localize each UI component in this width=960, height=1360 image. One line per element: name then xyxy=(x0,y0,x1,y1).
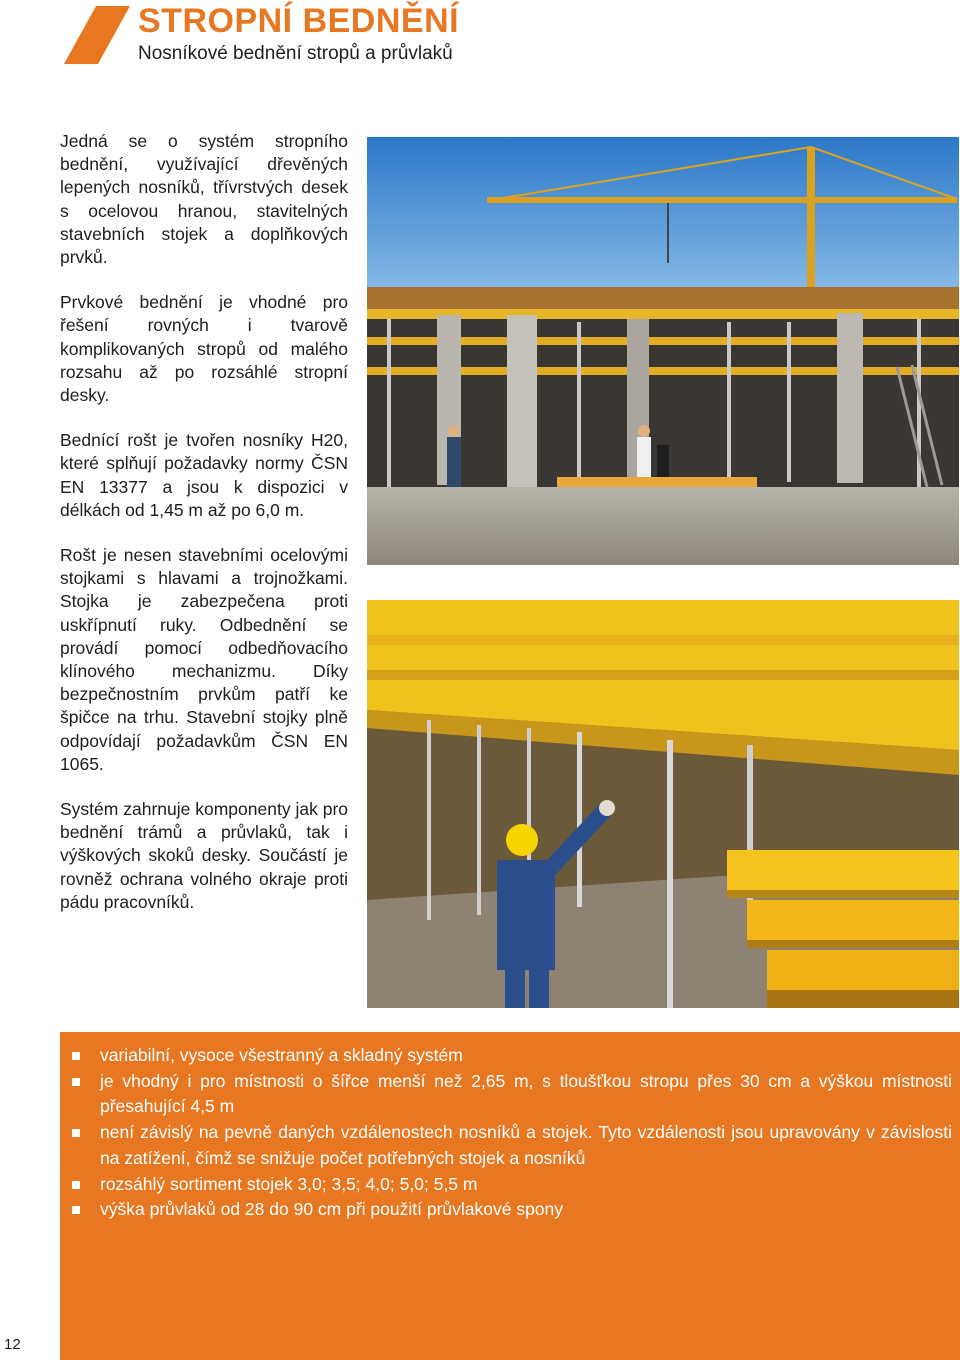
page-subtitle: Nosníkové bednění stropů a průvlaků xyxy=(138,43,453,64)
features-box xyxy=(60,1032,960,1360)
page-number: 12 xyxy=(4,1336,21,1353)
list-item xyxy=(68,1197,952,1223)
list-item xyxy=(68,1172,952,1198)
feature-text: výška průvlaků od 28 do 90 cm při použití průvlakové spony xyxy=(100,1199,564,1220)
square-bullet-icon xyxy=(72,1129,80,1137)
paragraph-intro: Jedná se o systém stropního bednění, využívající dřevěných lepených nosníků, třívrstvých desek s ocelovou hranou, stavitelných stavebních stojek a doplňkových prvků. xyxy=(60,131,348,268)
list-item xyxy=(68,1043,952,1069)
square-bullet-icon xyxy=(72,1078,80,1086)
square-bullet-icon xyxy=(72,1206,80,1214)
page-title: STROPNÍ BEDNĚNÍ xyxy=(138,2,460,40)
feature-text: rozsáhlý sortiment stojek 3,0; 3,5; 4,0; 5,0; 5,5 m xyxy=(100,1173,478,1194)
feature-text: není závislý na pevně daných vzdálenostech nosníků a stojek. Tyto vzdálenosti jsou upravovány v závislosti na zatížení, čímž se snižuje počet potřebných stojek a nosníků xyxy=(100,1122,952,1168)
body-text xyxy=(60,130,348,936)
construction-site-photo xyxy=(367,137,959,565)
paragraph-usage: Prvkové bednění je vhodné pro řešení rovných i tvarově komplikovaných stropů od malého rozsahu až po rozsáhlé stropní desky. xyxy=(60,292,348,406)
paragraph-grid: Bednící rošt je tvořen nosníky H20, které splňují požadavky normy ČSN EN 13377 a jsou k dispozici v délkách od 1,45 m až po 6,0 m. xyxy=(60,430,348,520)
worker-formwork-photo xyxy=(367,600,959,1008)
list-item xyxy=(68,1120,952,1171)
logo-slash-icon xyxy=(64,6,130,64)
features-list xyxy=(68,1043,952,1223)
feature-text: variabilní, vysoce všestranný a skladný systém xyxy=(100,1045,463,1065)
paragraph-props: Rošt je nesen stavebními ocelovými stojkami s hlavami a trojnožkami. Stojka je zabezpečena proti uskřípnutí ruky. Odbednění se provádí pomocí odbedňovacího klínového mechanizmu. Díky bezpečnostním prvkům patří ke špičce na trhu. Stavební stojky plně odpovídají požadavkům ČSN EN 1065. xyxy=(60,545,348,774)
square-bullet-icon xyxy=(72,1052,80,1060)
feature-text: je vhodný i pro místnosti o šířce menší než 2,65 m, s tloušťkou stropu přes 30 cm a výškou místnosti přesahující 4,5 m xyxy=(100,1070,952,1117)
square-bullet-icon xyxy=(72,1181,80,1189)
list-item xyxy=(68,1069,952,1120)
paragraph-components: Systém zahrnuje komponenty jak pro bednění trámů a průvlaků, tak i výškových skoků desky. Součástí je rovněž ochrana volného okraje proti pádu pracovníků. xyxy=(60,799,348,912)
